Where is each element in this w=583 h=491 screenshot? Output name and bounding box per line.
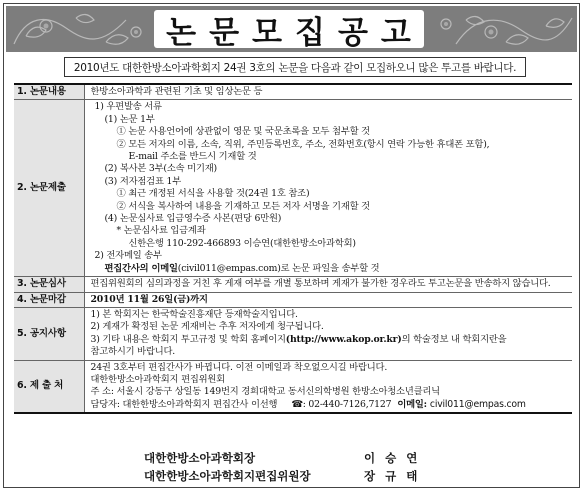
submission-line: ② 서식을 복사하여 내용을 기재하고 모든 저자 서명을 기재할 것 [116, 200, 370, 212]
notice-line: 2) 게재가 확정된 논문 게재비는 추후 저자에게 청구됩니다. [90, 321, 324, 333]
subtitle: 2010년도 대한한방소아과학회지 24권 3호의 논문을 다음과 같이 모집하오니 많은 투고를 바랍니다. [73, 61, 517, 74]
submission-line: * 논문심사료 입금계좌 [116, 225, 206, 237]
signature-row [144, 450, 444, 466]
content-text: 한방소아과학과 관련된 기초 및 임상논문 등 [90, 86, 263, 97]
content-table [14, 83, 572, 414]
notice-line: 1) 본 학회지는 한국학술진흥재단 등재학술지입니다. [90, 308, 298, 320]
submission-line: ① 최근 개정된 서식을 사용할 것(24권 1호 참조) [116, 188, 310, 200]
header-banner [6, 6, 577, 52]
submission-line: (3) 저자점검표 1부 [104, 175, 181, 187]
label-notice: 5. 공지사항 [14, 307, 84, 360]
label-submission: 2. 논문제출 [14, 100, 84, 277]
row-review [14, 277, 572, 292]
row-deadline [14, 292, 572, 307]
contact-email[interactable]: civil011@empas.com [429, 398, 526, 410]
submission-line: (4) 논문심사료 입금영수증 사본(편당 6만원) [104, 213, 282, 225]
signature-org: 대한한방소아과학회지편집위원장 [144, 469, 311, 483]
notice-text: 3) 기타 내용은 학회지 투고규정 및 학회 홈페이지 [90, 333, 286, 345]
submission-line: E-mail 주소를 반드시 기재할 것 [128, 151, 257, 163]
announcement-page [3, 3, 580, 488]
row-submit-to [14, 360, 572, 413]
signature-org: 대한한방소아과학회장 [144, 451, 256, 465]
row-content [14, 84, 572, 100]
contact-phone: ☎: 02-440-7126,7127 [291, 398, 392, 410]
submit-to-line: 24권 3호부터 편집간사가 바뀝니다. 이전 이메일과 착오없으시길 바랍니다. [90, 361, 388, 373]
homepage-link[interactable]: (http://www.akop.or.kr) [285, 333, 402, 345]
label-content: 1. 논문내용 [14, 84, 84, 100]
signature-name: 이 승 연 [364, 451, 421, 465]
signature-block [4, 446, 581, 486]
review-text: 편집위원회의 심의과정을 거친 후 게재 여부를 개별 통보하며 게재가 불가한 경우라도 투고논문을 반송하지 않습니다. [90, 278, 551, 290]
submission-line: (1) 논문 1부 [104, 113, 155, 125]
deadline-text: 2010년 11월 26일(금)까지 [90, 293, 208, 305]
signature-name: 장 규 태 [364, 469, 421, 483]
body-review [84, 277, 572, 292]
row-notice [14, 307, 572, 360]
label-submit-to: 6. 제 출 처 [14, 360, 84, 413]
contact-person: 담당자: 대한한방소아과학회지 편집간사 이선행 [90, 398, 278, 410]
body-deadline [84, 292, 572, 307]
submission-line: ② 모든 저자의 이름, 소속, 직위, 주민등록번호, 주소, 전화번호(항시 연락 가능한 휴대폰 포함), [116, 138, 490, 150]
body-notice [84, 307, 572, 360]
submission-line: (2) 복사본 3부(소속 미기재) [104, 163, 217, 175]
submission-line: 1) 우편발송 서류 [94, 101, 162, 113]
title-box [154, 10, 424, 51]
submission-line: ① 논문 사용언어에 상관없이 영문 및 국문초록을 모두 첨부할 것 [116, 126, 370, 138]
body-submit-to [84, 360, 572, 413]
body-content [84, 84, 572, 100]
body-submission [84, 100, 572, 277]
submission-line: 2) 전자메일 송부 [94, 250, 162, 262]
submit-to-line: 대한한방소아과학회지 편집위원회 [90, 373, 225, 385]
page-title: 논문모집공고 [166, 14, 424, 51]
row-submission [14, 100, 572, 277]
submit-to-line: 주 소: 서울시 강동구 상일동 149번지 경희대학교 동서신의학병원 한방소아청소년클리닉 [90, 386, 440, 398]
label-review: 3. 논문심사 [14, 277, 84, 292]
label-deadline: 4. 논문마감 [14, 292, 84, 307]
notice-line [91, 334, 567, 346]
editor-email-text: (civil011@empas.com)로 논문 파일을 송부할 것 [177, 262, 380, 274]
signature-row [144, 468, 444, 484]
contact-email-label: 이메일: [397, 398, 427, 410]
submission-email-line [91, 263, 567, 275]
notice-line: 참고하시기 바랍니다. [90, 346, 176, 358]
submission-line: 신한은행 110-292-466893 이승연(대한한방소아과학회) [128, 237, 356, 249]
notice-text: 의 학술정보 내 학회지란을 [401, 333, 507, 345]
contact-line [91, 399, 567, 411]
editor-email-label: 편집간사의 이메일 [104, 262, 178, 274]
subtitle-box [64, 57, 526, 77]
